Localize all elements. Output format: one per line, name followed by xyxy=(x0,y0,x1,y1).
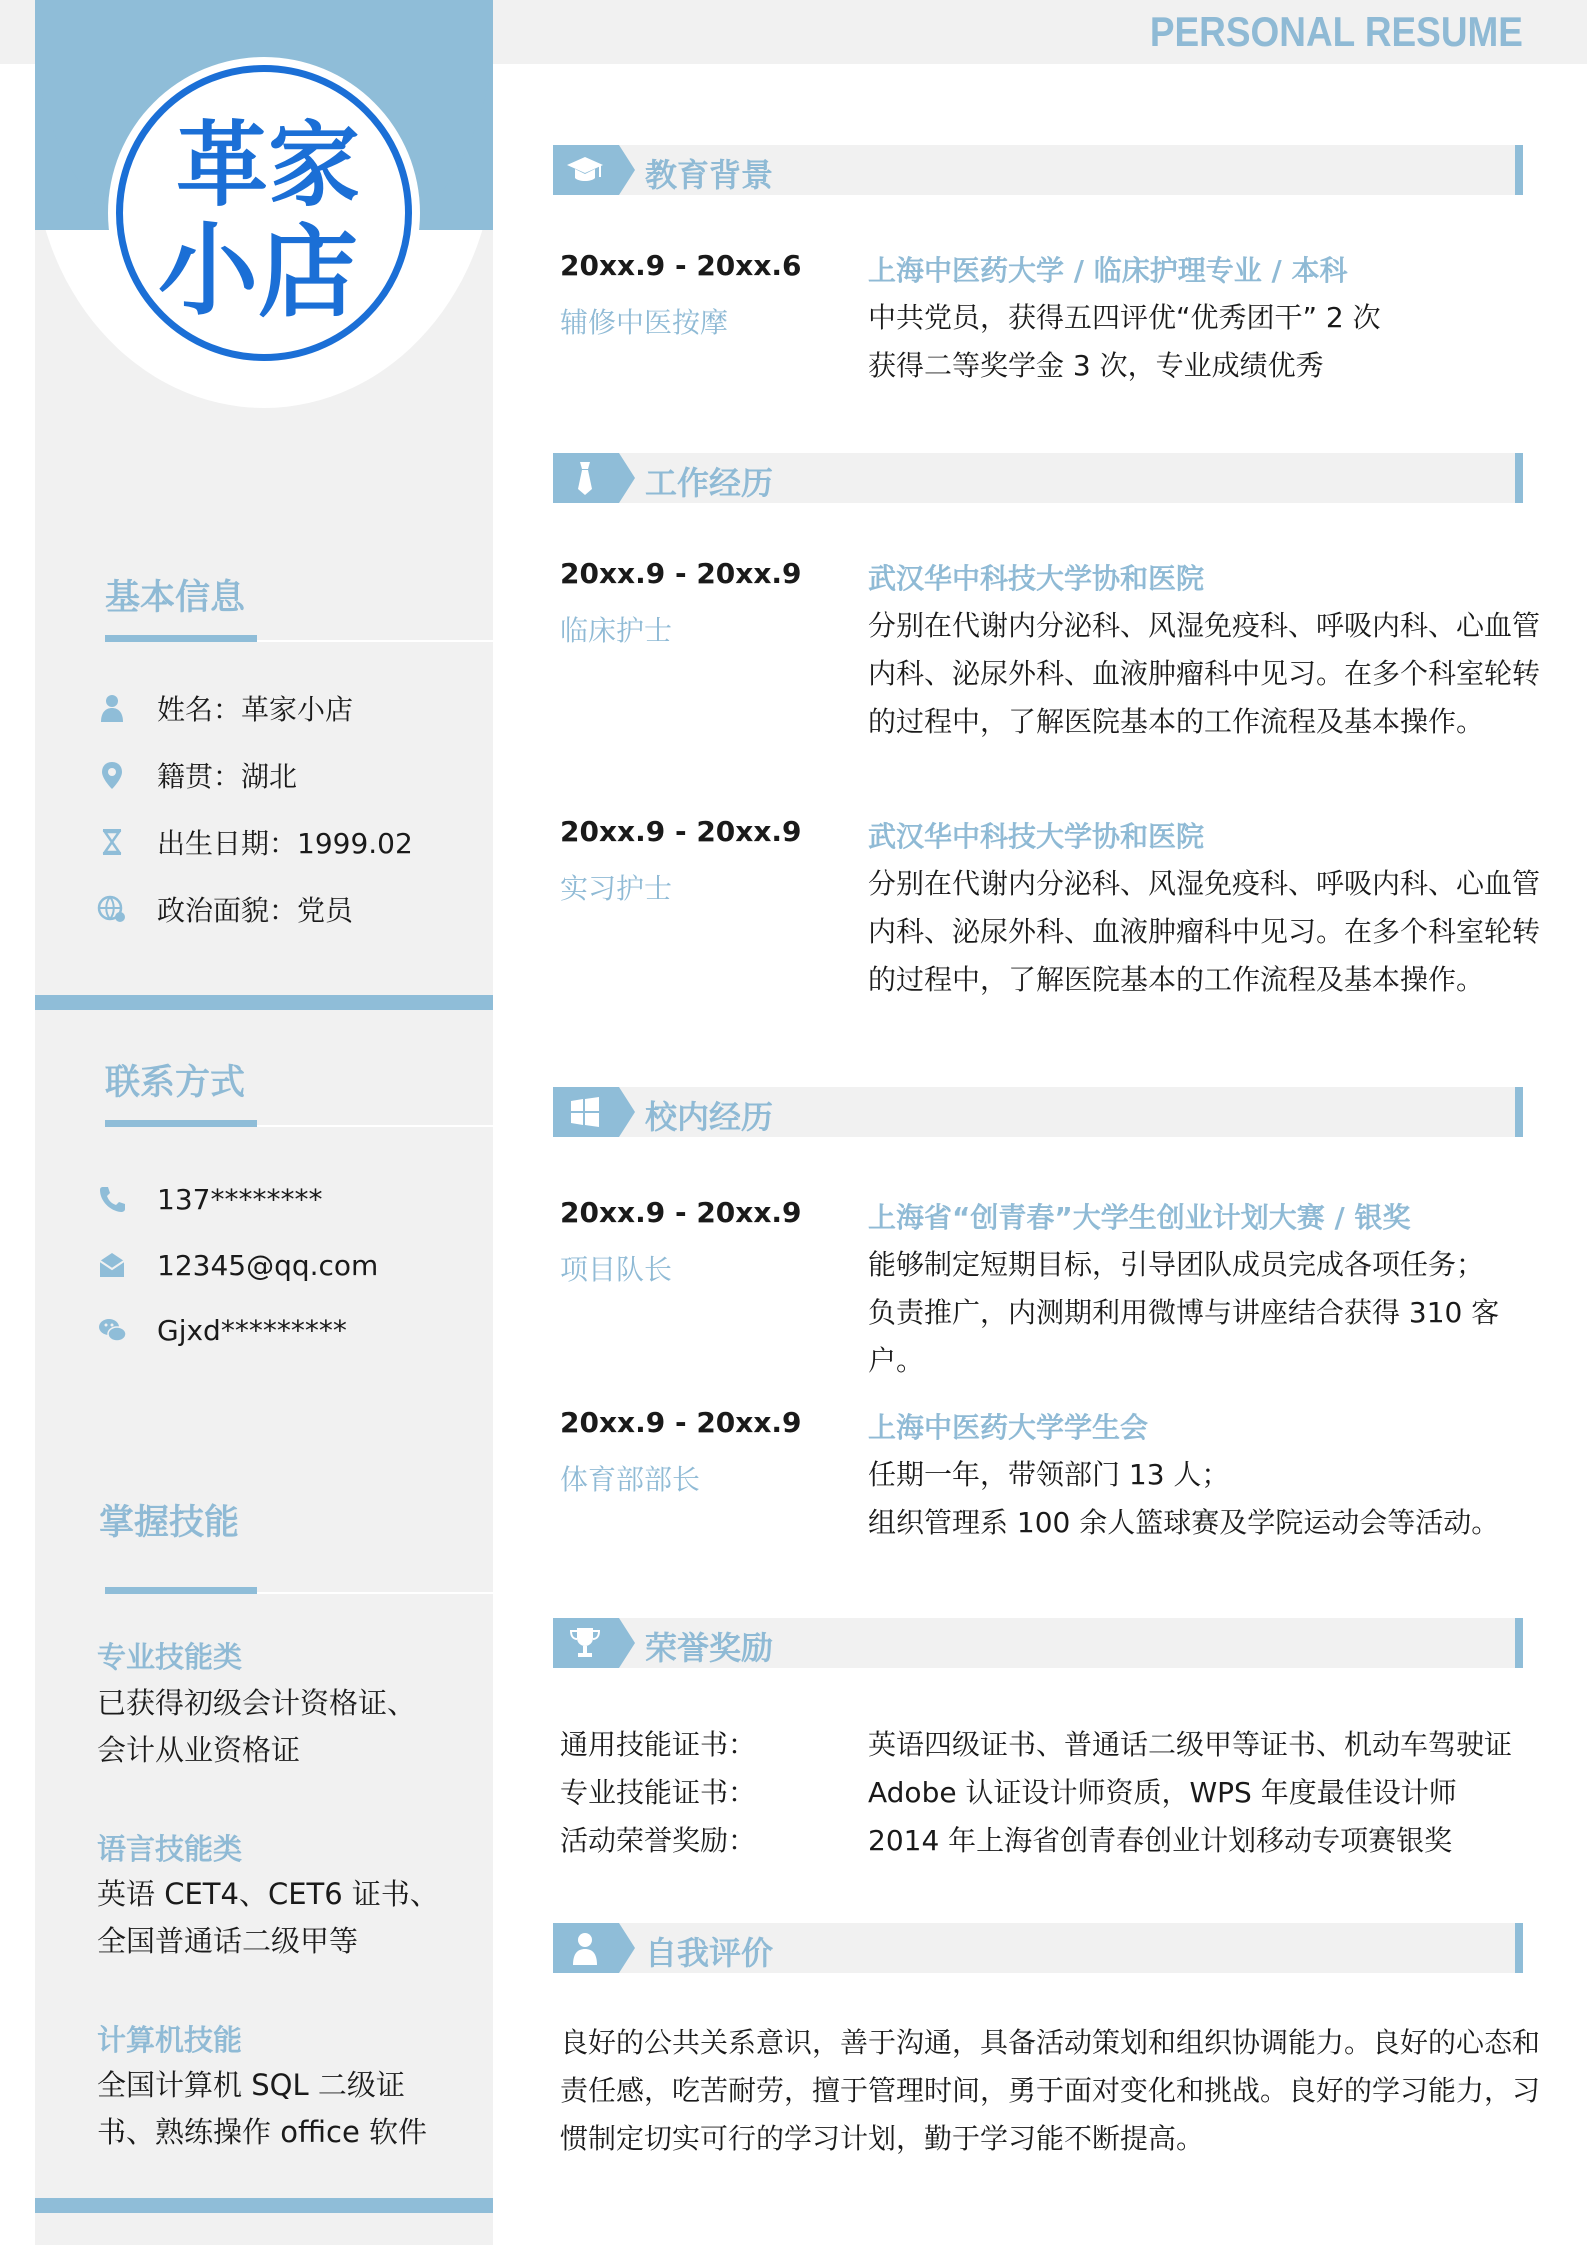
skill-group-text xyxy=(97,1871,457,1965)
desc-line: 负责推广，内测期利用微博与讲座结合获得 310 客户。 xyxy=(868,1296,1500,1377)
skill-line: 英语 CET4、CET6 证书、 xyxy=(97,1877,439,1911)
skill-group-title: 计算机技能 xyxy=(97,2023,243,2057)
person-icon xyxy=(565,1929,605,1967)
contact-phone-text: 137******** xyxy=(157,1182,323,1216)
entry-date: 20xx.9 - 20xx.9 xyxy=(560,557,802,590)
heading-rule xyxy=(257,640,493,642)
sidebar xyxy=(35,0,493,2245)
entry-date: 20xx.9 - 20xx.9 xyxy=(560,815,802,848)
logo-char-3: 小 xyxy=(158,211,258,329)
desc-line: 内科、泌尿外科、血液肿瘤科中见习。在多个科室轮转 xyxy=(868,657,1541,690)
entry-desc xyxy=(868,1241,1548,1385)
desc-line: 获得二等奖学金 3 次，专业成绩优秀 xyxy=(868,349,1324,382)
logo-char-4: 店 xyxy=(258,213,358,331)
section-header-work xyxy=(553,453,1523,503)
logo-char-1: 革 xyxy=(176,111,269,219)
skill-group-title: 语言技能类 xyxy=(97,1832,243,1866)
location-pin-icon xyxy=(95,758,129,792)
trophy-icon xyxy=(565,1624,605,1662)
honor-value: 英语四级证书、普通话二级甲等证书、机动车驾驶证 xyxy=(868,1728,1513,1761)
desc-line: 中共党员，获得五四评优“优秀团干” 2 次 xyxy=(868,301,1381,334)
contact-phone xyxy=(95,1182,322,1216)
honor-value: Adobe 认证设计师资质，WPS 年度最佳设计师 xyxy=(868,1776,1457,1809)
desc-line: 的过程中，了解医院基本的工作流程及基本操作。 xyxy=(868,963,1485,996)
graduation-cap-icon xyxy=(565,151,605,189)
entry-org: 武汉华中科技大学协和医院 xyxy=(868,820,1205,853)
info-birthdate xyxy=(95,822,413,862)
info-name xyxy=(95,688,353,728)
page-title: PERSONAL RESUME xyxy=(1149,8,1523,55)
section-divider-bar xyxy=(35,995,493,1010)
section-divider-bar xyxy=(35,2198,493,2213)
skill-line: 全国普通话二级甲等 xyxy=(97,1924,359,1958)
contact-heading: 联系方式 xyxy=(105,1063,246,1103)
entry-org: 上海中医药大学学生会 xyxy=(868,1411,1149,1444)
self-line: 惯制定切实可行的学习计划，勤于学习能不断提高。 xyxy=(560,2122,1205,2155)
section-title: 自我评价 xyxy=(645,1934,774,1972)
tie-icon xyxy=(565,459,605,497)
heading-rule xyxy=(257,1125,493,1127)
contact-wechat-text: Gjxd********* xyxy=(157,1313,347,1347)
entry-org: 武汉华中科技大学协和医院 xyxy=(868,562,1205,595)
entry-org: 上海中医药大学 / 临床护理专业 / 本科 xyxy=(868,254,1348,287)
skill-line: 全国计算机 SQL 二级证 xyxy=(97,2068,405,2102)
desc-line: 的过程中，了解医院基本的工作流程及基本操作。 xyxy=(868,705,1485,738)
windows-icon xyxy=(565,1093,605,1131)
honor-label: 专业技能证书： xyxy=(560,1776,757,1809)
phone-icon xyxy=(95,1182,129,1216)
entry-desc xyxy=(868,860,1548,1004)
logo-seal xyxy=(108,57,420,369)
hourglass-icon xyxy=(95,825,129,859)
info-origin xyxy=(95,755,297,795)
self-evaluation-text xyxy=(560,2019,1550,2163)
entry-desc xyxy=(868,602,1548,746)
section-header-honors xyxy=(553,1618,1523,1668)
entry-date: 20xx.9 - 20xx.9 xyxy=(560,1196,802,1229)
heading-underline xyxy=(105,635,257,642)
contact-email xyxy=(95,1248,378,1282)
contact-wechat xyxy=(95,1313,347,1347)
desc-line: 分别在代谢内分泌科、风湿免疫科、呼吸内科、心血管 xyxy=(868,867,1541,900)
entry-role: 项目队长 xyxy=(560,1253,673,1286)
desc-line: 内科、泌尿外科、血液肿瘤科中见习。在多个科室轮转 xyxy=(868,915,1541,948)
skill-group-text xyxy=(97,1680,457,1774)
basic-info-heading: 基本信息 xyxy=(105,578,246,618)
section-header-campus xyxy=(553,1087,1523,1137)
entry-role: 体育部部长 xyxy=(560,1463,701,1496)
section-title: 教育背景 xyxy=(645,156,774,194)
self-line: 责任感，吃苦耐劳，擅于管理时间，勇于面对变化和挑战。良好的学习能力，习 xyxy=(560,2074,1541,2107)
wechat-icon xyxy=(95,1313,129,1347)
person-icon xyxy=(95,691,129,725)
honor-label: 通用技能证书： xyxy=(560,1728,757,1761)
mail-icon xyxy=(95,1248,129,1282)
entry-date: 20xx.9 - 20xx.9 xyxy=(560,1406,802,1439)
heading-underline xyxy=(105,1120,257,1127)
desc-line: 任期一年，带领部门 13 人； xyxy=(868,1458,1230,1491)
skill-line: 会计从业资格证 xyxy=(97,1733,301,1767)
heading-underline xyxy=(105,1587,257,1594)
self-line: 良好的公共关系意识，善于沟通，具备活动策划和组织协调能力。良好的心态和 xyxy=(560,2026,1541,2059)
entry-desc xyxy=(868,1451,1548,1547)
info-political-text: 政治面貌：党员 xyxy=(157,894,354,927)
globe-icon xyxy=(95,892,129,926)
desc-line: 能够制定短期目标，引导团队成员完成各项任务； xyxy=(868,1248,1485,1281)
honor-value: 2014 年上海省创青春创业计划移动专项赛银奖 xyxy=(868,1824,1453,1857)
section-title: 校内经历 xyxy=(645,1098,774,1136)
skill-group-text xyxy=(97,2062,457,2156)
info-political xyxy=(95,889,353,929)
info-name-text: 姓名：革家小店 xyxy=(157,693,354,726)
entry-role: 实习护士 xyxy=(560,872,673,905)
info-origin-text: 籍贯：湖北 xyxy=(157,760,298,793)
desc-line: 组织管理系 100 余人篮球赛及学院运动会等活动。 xyxy=(868,1506,1500,1539)
section-title: 荣誉奖励 xyxy=(645,1629,774,1667)
skill-line: 书、熟练操作 office 软件 xyxy=(97,2115,428,2149)
honor-label: 活动荣誉奖励： xyxy=(560,1824,757,1857)
section-header-education xyxy=(553,145,1523,195)
section-title: 工作经历 xyxy=(645,464,774,502)
entry-desc xyxy=(868,294,1548,390)
section-header-self xyxy=(553,1923,1523,1973)
entry-role: 辅修中医按摩 xyxy=(560,306,729,339)
info-birthdate-text: 出生日期：1999.02 xyxy=(157,827,413,860)
entry-org: 上海省“创青春”大学生创业计划大赛 / 银奖 xyxy=(868,1201,1411,1234)
skill-line: 已获得初级会计资格证、 xyxy=(97,1686,417,1720)
skills-heading: 掌握技能 xyxy=(99,1503,240,1543)
entry-date: 20xx.9 - 20xx.6 xyxy=(560,249,802,282)
desc-line: 分别在代谢内分泌科、风湿免疫科、呼吸内科、心血管 xyxy=(868,609,1541,642)
entry-role: 临床护士 xyxy=(560,614,673,647)
logo-char-2: 家 xyxy=(268,111,361,219)
heading-rule xyxy=(257,1592,493,1594)
skill-group-title: 专业技能类 xyxy=(97,1640,243,1674)
contact-email-text: 12345@qq.com xyxy=(157,1248,379,1282)
